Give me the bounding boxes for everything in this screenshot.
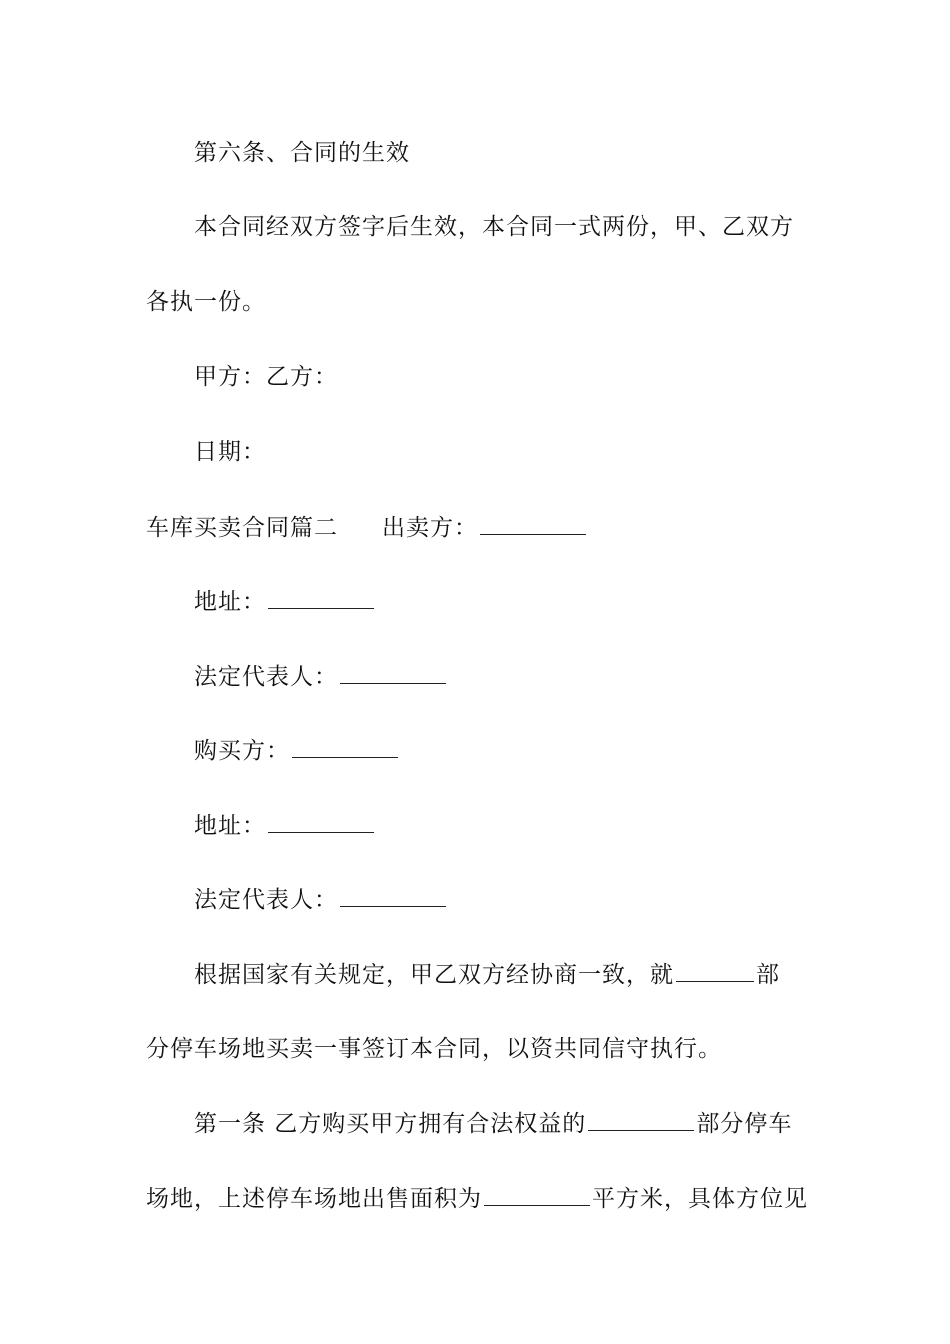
paragraph-line [146, 1034, 722, 1064]
area-line [146, 1183, 808, 1214]
text: 部 [756, 962, 780, 988]
text: 根据国家有关规定，甲乙双方经协商一致，就 [194, 962, 674, 988]
buyer-label: 购买方： [194, 738, 290, 764]
text: 场地，上述停车场地出售面积为 [146, 1186, 482, 1212]
address-blank [268, 810, 374, 833]
party-signature-line [194, 362, 338, 392]
text: 第六条、合同的生效 [194, 140, 410, 166]
representative-label: 法定代表人： [194, 887, 338, 913]
article-one-line [194, 1108, 792, 1139]
article-six-heading [194, 138, 410, 168]
text: 本合同经双方签字后生效，本合同一式两份，甲、乙双方 [194, 214, 794, 240]
buyer-line [194, 735, 400, 766]
seller-address-line [194, 586, 376, 617]
seller-blank [480, 512, 586, 535]
text: 部分停车 [696, 1111, 793, 1137]
preamble-line [194, 959, 780, 990]
rights-blank [588, 1108, 694, 1131]
contract-two-title-line [146, 512, 588, 543]
representative-blank [340, 884, 446, 907]
text: 分停车场地买卖一事签订本合同，以资共同信守执行。 [146, 1036, 722, 1062]
buyer-representative-line [194, 884, 448, 915]
location-blank [676, 959, 754, 982]
seller-representative-line [194, 661, 448, 692]
seller-label: 出卖方： [382, 515, 478, 541]
text: 平方米，具体方位见 [592, 1186, 808, 1212]
address-label: 地址： [194, 589, 266, 615]
buyer-blank [292, 735, 398, 758]
date-line [194, 437, 266, 467]
address-label: 地址： [194, 813, 266, 839]
text: 各执一份。 [146, 289, 266, 315]
paragraph-line [146, 287, 266, 317]
address-blank [268, 586, 374, 609]
text: 日期： [194, 439, 266, 465]
contract-title: 车库买卖合同篇二 [146, 515, 338, 541]
text: 甲方：乙方： [194, 364, 338, 390]
representative-blank [340, 661, 446, 684]
area-blank [484, 1183, 590, 1206]
representative-label: 法定代表人： [194, 664, 338, 690]
buyer-address-line [194, 810, 376, 841]
text: 第一条 乙方购买甲方拥有合法权益的 [194, 1111, 587, 1137]
paragraph-line [194, 212, 794, 242]
